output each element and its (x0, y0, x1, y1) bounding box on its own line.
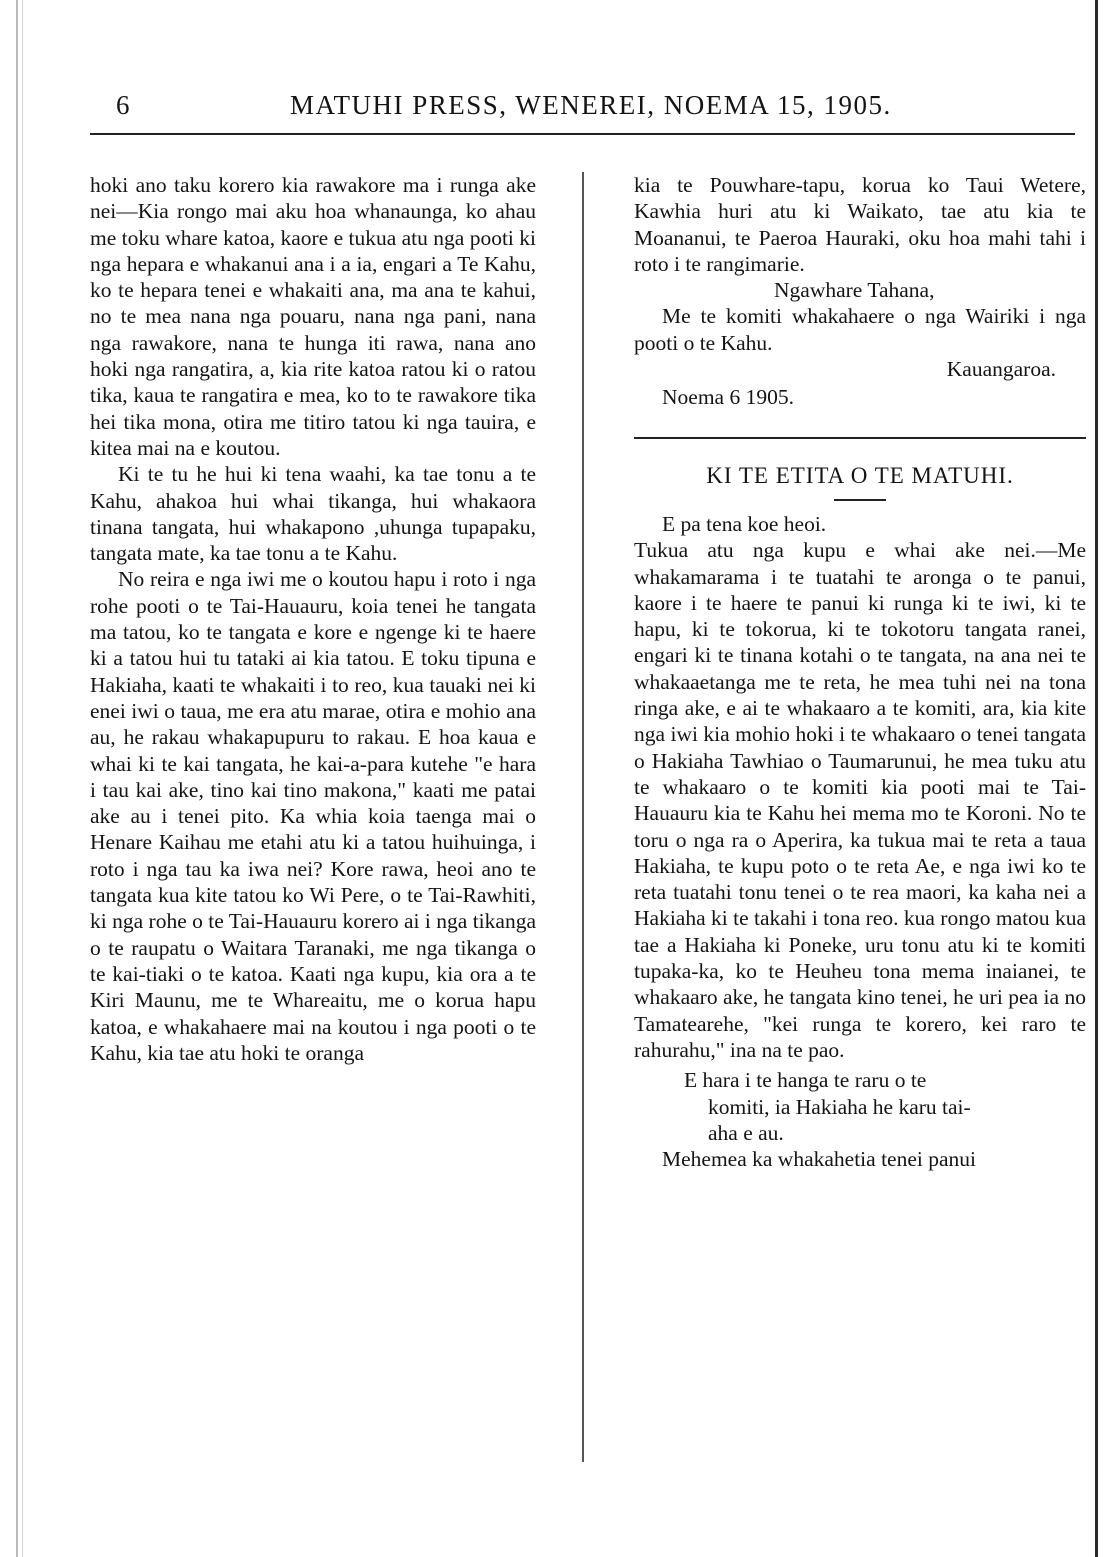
verse-line-3: aha e au. (708, 1120, 784, 1145)
closing-line: Mehemea ka whakahetia tenei panui (662, 1147, 976, 1172)
signature-place: Kauangaroa. (946, 357, 1056, 382)
masthead: MATUHI PRESS, WENEREI, NOEMA 15, 1905. (290, 90, 892, 120)
page-edge-right (1095, 0, 1098, 1557)
left-paragraph-2: Ki te tu he hui ki tena waahi, ka tae tonu a te Kahu, ahakoa hui whai tikanga, hui whakaora tinana tangata, hui whakapono ,uhunga tupapaku, tangata mate, ka tae tonu a te Kahu. (90, 462, 536, 566)
signature-role: Me te komiti whakahaere o nga Wairiki i nga pooti o te Kahu. (634, 304, 1086, 355)
left-paragraph-3: No reira e nga iwi me o koutou hapu i roto i nga rohe pooti o te Tai-Hauauru, koia tenei he tangata ma tatou, ko te tangata e kore e ngenge ki te haere ki a tatou hui tu tataki ai kia tatou. E toku tipuna e Hakiaha, kaati te whakaiti i to reo, kua tauaki nei ki enei iwi o taua, me era atu marae, otira e mohio ana au, he rakau whakapupuru to rakau. E hoa kaua e whai ki te kai tangata, he kai-a-para kutehe "e hara i tau kai ake, tino kai tino makona," kaati me patai ake au i tenei pito. Ka whia koia taenga mai o Henare Kaihau me etahi atu ki a tatou huihuinga, i roto i nga tau ka iwa nei? Kore rawa, heoi ano te tangata kua kite tatou ko Wi Pere, o te Tai-Rawhiti, ki nga rohe o te Tai-Hauauru korero ai i nga tikanga o te raupatu o Waitara Taranaki, me nga tikanga o te kai-tiaki o te katoa. Kaati nga kupu, kia ora a te Kiri Maunu, me te Whareaitu, me o korua hapu katoa, e whakahaere mai na koutou i nga pooti o te Kahu, kia tae atu hoki te oranga (90, 567, 536, 1065)
left-paragraph-1: hoki ano taku korero kia rawakore ma i runga ake nei—Kia rongo mai aku hoa whanaunga, ko ahau me toku whare katoa, kaore e tukua atu nga pooti ki nga hepara e whakanui ana i a ia, engari a Te Kahu, ko te hepara tenei e whakaiti ana, ma ana te kahui, no te mea nana nga pouaru, nana nga pani, nana nga rawakore, nana te hunga iti rawa, nana ano hoki nga rangatira, a, kia rite katoa ratou ki o ratou tika, kaua te rangatira e mea, ko to te rawakore tika hei tika mona, otira me titiro tatou ki nga tauira, e kitea mai na e koutou. (90, 173, 536, 460)
verse-block (634, 1067, 1086, 1146)
page-header (90, 90, 1090, 126)
signature-date: Noema 6 1905. (662, 385, 794, 410)
left-column (90, 172, 536, 1066)
header-rule (90, 133, 1075, 135)
title-short-rule (834, 499, 886, 501)
letter-end-paragraph: kia te Pouwhare-tapu, korua ko Taui Wetere, Kawhia huri atu ki Waikato, tae atu kia te Moananui, te Paeroa Hauraki, oku hoa mahi tahi i roto i te rangimarie. (634, 173, 1086, 276)
right-column (634, 172, 1086, 1172)
salutation: E pa tena koe heoi. (662, 511, 827, 536)
section-title: KI TE ETITA O TE MATUHI. (706, 462, 1014, 488)
verse-line-2: komiti, ia Hakiaha he karu tai- (708, 1094, 971, 1119)
section-rule (634, 437, 1086, 439)
page-edge-left (16, 0, 18, 1557)
signature-name: Ngawhare Tahana, (774, 278, 935, 303)
verse-line-1: E hara i te hanga te raru o te (684, 1068, 927, 1093)
page-number: 6 (116, 90, 131, 120)
letter-body-paragraph: Tukua atu nga kupu e whai ake nei.—Me whakamarama i te tuatahi te aronga o te panui, kaore i te haere te panui ki runga ki te iwi, ki te hapu, ki te tokorua, ki te tokotoru tangata ranei, engari ki te tinana kotahi o te tangata, na ana nei te whakaaetanga me te reta, he mea tuhi nei na tona ringa ake, e ai te whakaaro a te komiti, ara, kia kite nga iwi kia mohio hoki i te whakaaro o tenei tangata o Hakiaha Tawhiao o Taumarunui, he mea tuku atu te whakaaro o te komiti kia pooti mai te Tai-Hauauru kia te Kahu hei mema mo te Koroni. No te toru o nga ra o Aperira, ka tukua mai te reta a taua Hakiaha, te kupu poto o te reta Ae, e nga iwi ko te reta tuatahi tonu tenei o te rea maori, ka kaha nei a Hakiaha ki te takahi i tona reo. kua rongo matou kua tae a Hakiaha ki Poneke, uru tonu atu ki te komiti tupaka-ka, ko te Heuheu tona mema inaianei, te whakaaro ake, he tangata kino tenei, he uri pea ia no Tamatearehe, "kei runga te korero, kei raro te rahurahu," ina na te pao. (634, 538, 1086, 1062)
page-edge-left-inner (22, 0, 23, 1557)
column-divider (582, 172, 584, 1462)
